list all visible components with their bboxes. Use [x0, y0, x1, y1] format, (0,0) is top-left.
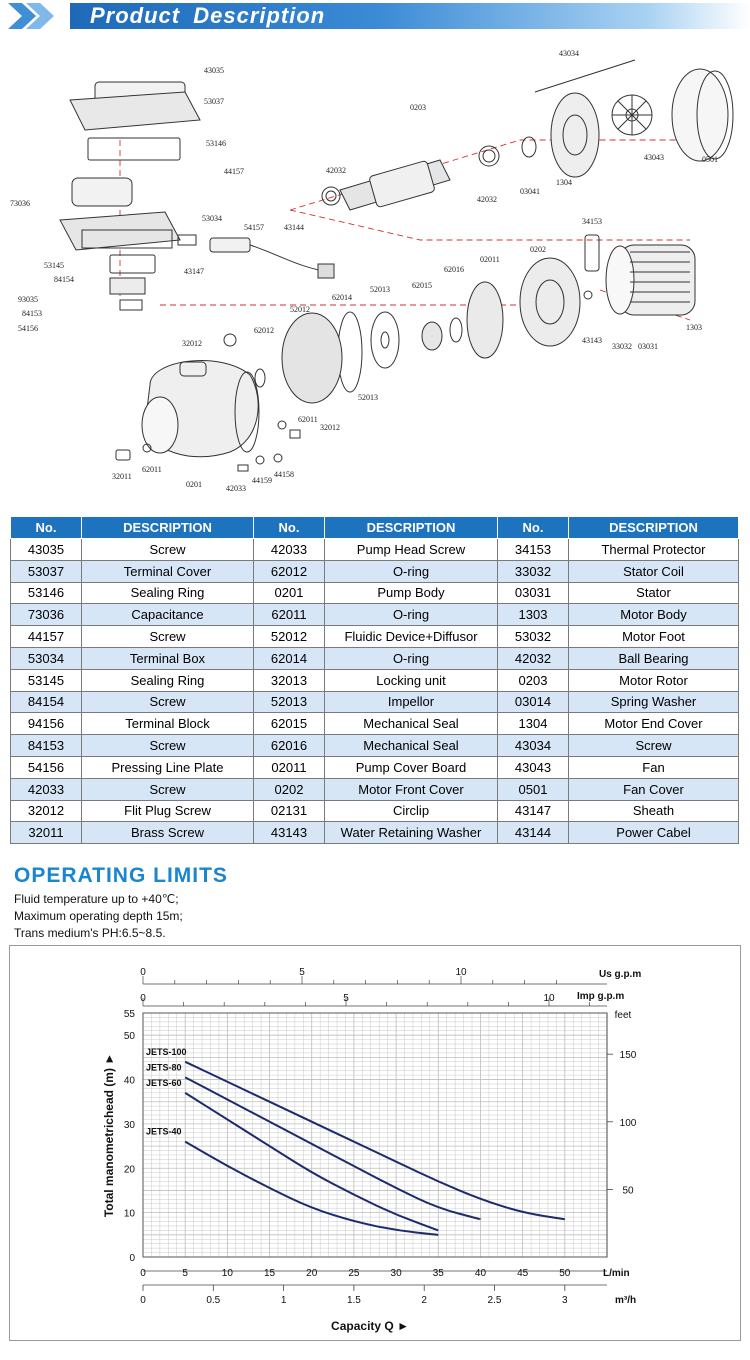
rotor-group — [322, 137, 536, 210]
label-0201: 0201 — [186, 480, 202, 489]
part-description-cell: Mechanical Seal — [325, 735, 498, 757]
part-description-cell: Screw — [569, 735, 739, 757]
part-description-cell: Terminal Cover — [82, 560, 254, 582]
feet-unit-label: feet — [614, 1010, 632, 1021]
part-number-cell: 43034 — [498, 735, 569, 757]
part-description-cell: Circlip — [325, 800, 498, 822]
label-44157: 44157 — [224, 167, 244, 176]
part-number-cell: 52013 — [254, 691, 325, 713]
part-number-cell: 1304 — [498, 713, 569, 735]
part-description-cell: Pump Head Screw — [325, 539, 498, 561]
y-tick-label: 40 — [123, 1075, 135, 1087]
label-43144: 43144 — [284, 223, 304, 232]
terminal-box-group — [60, 82, 200, 310]
x-tick-label: 50 — [559, 1268, 571, 1279]
label-52013: 52013 — [370, 285, 390, 294]
label-32011: 32011 — [112, 472, 132, 481]
part-description-cell: Locking unit — [325, 669, 498, 691]
table-row — [11, 735, 739, 757]
us-gpm-tick-label: 5 — [299, 967, 305, 978]
part-description-cell: Motor Body — [569, 604, 739, 626]
feet-tick-label: 50 — [622, 1185, 634, 1197]
imp-gpm-tick-label: 5 — [343, 993, 349, 1004]
label-0202: 0202 — [530, 245, 546, 254]
m3h-tick-label: 2.5 — [487, 1295, 502, 1306]
feet-tick-label: 150 — [619, 1050, 637, 1062]
part-number-cell: 32013 — [254, 669, 325, 691]
label-43147: 43147 — [184, 267, 204, 276]
x-tick-label: 35 — [432, 1268, 444, 1279]
label-62012: 62012 — [254, 326, 274, 335]
part-description-cell: Screw — [82, 778, 254, 800]
label-93035: 93035 — [18, 295, 38, 304]
part-number-cell: 43043 — [498, 756, 569, 778]
m3h-tick-label: 1 — [280, 1295, 287, 1306]
label-1303: 1303 — [686, 323, 702, 332]
part-description-cell: O-ring — [325, 560, 498, 582]
part-description-cell: Pressing Line Plate — [82, 756, 254, 778]
part-description-cell: O-ring — [325, 647, 498, 669]
us-gpm-tick-label: 10 — [455, 967, 467, 978]
label-73036: 73036 — [10, 199, 30, 208]
part-number-cell: 0201 — [254, 582, 325, 604]
label-43035: 43035 — [204, 66, 224, 75]
part-number-cell: 0202 — [254, 778, 325, 800]
part-number-cell: 43035 — [11, 539, 82, 561]
label-44159: 44159 — [252, 476, 272, 485]
series-label: JETS-40 — [146, 1126, 182, 1137]
table-row — [11, 669, 739, 691]
part-description-cell: Pump Cover Board — [325, 756, 498, 778]
m3h-unit-label: m³/h — [615, 1295, 637, 1306]
label-84153: 84153 — [22, 309, 42, 318]
part-number-cell: 42032 — [498, 647, 569, 669]
x-tick-label: 15 — [263, 1268, 276, 1279]
part-number-cell: 33032 — [498, 560, 569, 582]
table-row — [11, 582, 739, 604]
part-description-cell: Pump Body — [325, 582, 498, 604]
page-title: Product Description — [90, 3, 326, 28]
part-number-cell: 42033 — [11, 778, 82, 800]
label-52012: 52012 — [290, 305, 310, 314]
performance-chart — [10, 946, 740, 1340]
series-label: JETS-80 — [146, 1062, 182, 1073]
label-53037: 53037 — [204, 97, 224, 106]
label-0203: 0203 — [410, 103, 426, 112]
part-number-cell: 54156 — [11, 756, 82, 778]
part-number-cell: 73036 — [11, 604, 82, 626]
label-03041: 03041 — [520, 187, 540, 196]
diagram-drawing — [0, 40, 750, 510]
part-number-cell: 53032 — [498, 626, 569, 648]
label-52013-b: 52013 — [358, 393, 378, 402]
performance-chart-frame — [9, 945, 741, 1341]
label-43143: 43143 — [582, 336, 602, 345]
part-description-cell: Screw — [82, 691, 254, 713]
label-62016: 62016 — [444, 265, 464, 274]
part-description-cell: Spring Washer — [569, 691, 739, 713]
m3h-tick-label: 0 — [140, 1295, 146, 1306]
y-tick-label: 10 — [123, 1208, 135, 1220]
part-number-cell: 02011 — [254, 756, 325, 778]
column-header: No. — [498, 517, 569, 539]
chart-grid — [143, 1013, 607, 1257]
table-row — [11, 822, 739, 844]
seal-impeller-group — [224, 282, 503, 403]
label-42032-b: 42032 — [477, 195, 497, 204]
label-44158: 44158 — [274, 470, 294, 479]
part-description-cell: Terminal Box — [82, 647, 254, 669]
part-number-cell: 43144 — [498, 822, 569, 844]
part-number-cell: 42033 — [254, 539, 325, 561]
label-02011: 02011 — [480, 255, 500, 264]
label-62011: 62011 — [298, 415, 318, 424]
part-number-cell: 32011 — [11, 822, 82, 844]
series-line-jets-80 — [185, 1077, 480, 1219]
table-row — [11, 560, 739, 582]
m3h-tick-label: 2 — [421, 1295, 427, 1306]
part-description-cell: Fan — [569, 756, 739, 778]
part-number-cell: 43143 — [254, 822, 325, 844]
part-number-cell: 94156 — [11, 713, 82, 735]
part-description-cell: Thermal Protector — [569, 539, 739, 561]
x-tick-label: 30 — [390, 1268, 402, 1279]
part-description-cell: Stator — [569, 582, 739, 604]
part-description-cell: Ball Bearing — [569, 647, 739, 669]
x-tick-label: 40 — [474, 1268, 487, 1279]
parts-table-body — [11, 539, 739, 844]
part-number-cell: 0501 — [498, 778, 569, 800]
column-header: No. — [11, 517, 82, 539]
part-number-cell: 62015 — [254, 713, 325, 735]
part-description-cell: Screw — [82, 626, 254, 648]
table-row — [11, 539, 739, 561]
part-description-cell: Stator Coil — [569, 560, 739, 582]
part-number-cell: 03031 — [498, 582, 569, 604]
series-line-jets-100 — [185, 1062, 565, 1219]
us-gpm-tick-label: 0 — [140, 967, 146, 978]
label-32012-b: 32012 — [320, 423, 340, 432]
series-label: JETS-60 — [146, 1077, 182, 1088]
y-tick-label: 0 — [129, 1253, 135, 1264]
part-description-cell: Mechanical Seal — [325, 713, 498, 735]
label-54156: 54156 — [18, 324, 38, 333]
y-tick-label: 30 — [123, 1119, 135, 1131]
part-number-cell: 62016 — [254, 735, 325, 757]
x-unit-label: L/min — [603, 1268, 630, 1279]
part-number-cell: 52012 — [254, 626, 325, 648]
label-34153: 34153 — [582, 217, 602, 226]
label-03031: 03031 — [638, 342, 658, 351]
x-tick-label: 10 — [221, 1268, 233, 1279]
double-chevron-icon — [8, 1, 68, 31]
y-tick-label: 55 — [123, 1009, 135, 1020]
column-header: DESCRIPTION — [325, 517, 498, 539]
motor-body-group — [520, 235, 695, 346]
table-row — [11, 647, 739, 669]
m3h-tick-label: 1.5 — [346, 1295, 361, 1306]
part-number-cell: 53034 — [11, 647, 82, 669]
part-description-cell: Brass Screw — [82, 822, 254, 844]
label-42032: 42032 — [326, 166, 346, 175]
part-description-cell: Sealing Ring — [82, 669, 254, 691]
part-number-cell: 62011 — [254, 604, 325, 626]
label-53034: 53034 — [202, 214, 222, 223]
label-43043: 43043 — [644, 153, 664, 162]
parts-table — [10, 516, 739, 844]
part-number-cell: 02131 — [254, 800, 325, 822]
part-description-cell: Power Cabel — [569, 822, 739, 844]
label-54157: 54157 — [244, 223, 264, 232]
part-description-cell: Sheath — [569, 800, 739, 822]
table-row — [11, 778, 739, 800]
label-84154: 84154 — [54, 275, 74, 284]
m3h-tick-label: 0.5 — [206, 1295, 221, 1306]
column-header: DESCRIPTION — [569, 517, 739, 539]
part-number-cell: 84154 — [11, 691, 82, 713]
pump-body-group — [116, 361, 300, 471]
column-header: DESCRIPTION — [82, 517, 254, 539]
label-33032: 33032 — [612, 342, 632, 351]
part-number-cell: 32012 — [11, 800, 82, 822]
feet-tick-label: 100 — [619, 1117, 637, 1129]
label-62011-b: 62011 — [142, 465, 162, 474]
x-tick-label: 45 — [517, 1268, 529, 1279]
part-number-cell: 43147 — [498, 800, 569, 822]
part-number-cell: 62012 — [254, 560, 325, 582]
x-axis-title: Capacity Q ► — [331, 1319, 409, 1333]
part-description-cell: Terminal Block — [82, 713, 254, 735]
table-header-row — [11, 517, 739, 539]
y-axis-title: Total manometrichead (m) ► — [102, 1052, 116, 1218]
table-row — [11, 691, 739, 713]
operating-limits-title: OPERATING LIMITS — [14, 864, 228, 887]
part-number-cell: 34153 — [498, 539, 569, 561]
part-description-cell: Motor Foot — [569, 626, 739, 648]
y-tick-label: 50 — [123, 1031, 135, 1043]
part-description-cell: Screw — [82, 539, 254, 561]
section-banner — [0, 0, 750, 32]
part-description-cell: Fluidic Device+Diffusor — [325, 626, 498, 648]
part-description-cell: Sealing Ring — [82, 582, 254, 604]
label-1304: 1304 — [556, 178, 572, 187]
part-number-cell: 1303 — [498, 604, 569, 626]
part-number-cell: 44157 — [11, 626, 82, 648]
part-description-cell: Screw — [82, 735, 254, 757]
table-row — [11, 800, 739, 822]
part-description-cell: Impellor — [325, 691, 498, 713]
part-description-cell: O-ring — [325, 604, 498, 626]
label-62015: 62015 — [412, 281, 432, 290]
part-number-cell: 0203 — [498, 669, 569, 691]
imp-gpm-tick-label: 0 — [140, 993, 146, 1004]
label-32012: 32012 — [182, 339, 202, 348]
part-number-cell: 03014 — [498, 691, 569, 713]
plot-border — [143, 1013, 607, 1257]
part-description-cell: Motor Rotor — [569, 669, 739, 691]
part-description-cell: Flit Plug Screw — [82, 800, 254, 822]
x-tick-label: 25 — [348, 1268, 360, 1279]
label-62014: 62014 — [332, 293, 352, 302]
part-number-cell: 53146 — [11, 582, 82, 604]
limit-depth: Maximum operating depth 15m; — [14, 909, 183, 923]
part-number-cell: 84153 — [11, 735, 82, 757]
table-row — [11, 626, 739, 648]
part-description-cell: Capacitance — [82, 604, 254, 626]
table-row — [11, 713, 739, 735]
imp-gpm-tick-label: 10 — [543, 993, 555, 1004]
column-header: No. — [254, 517, 325, 539]
part-description-cell: Water Retaining Washer — [325, 822, 498, 844]
y-tick-label: 20 — [123, 1164, 135, 1176]
part-description-cell: Motor End Cover — [569, 713, 739, 735]
part-number-cell: 53145 — [11, 669, 82, 691]
x-tick-label: 20 — [306, 1268, 318, 1279]
us-gpm-unit-label: Us g.p.m — [599, 969, 642, 980]
part-number-cell: 62014 — [254, 647, 325, 669]
exploded-pump-diagram — [0, 40, 750, 510]
x-tick-label: 0 — [140, 1268, 146, 1279]
part-description-cell: Fan Cover — [569, 778, 739, 800]
part-number-cell: 53037 — [11, 560, 82, 582]
m3h-tick-label: 3 — [562, 1295, 568, 1306]
label-0501: 0501 — [702, 155, 718, 164]
table-row — [11, 604, 739, 626]
part-description-cell: Motor Front Cover — [325, 778, 498, 800]
imp-gpm-unit-label: Imp g.p.m — [577, 991, 625, 1002]
label-42033: 42033 — [226, 484, 246, 493]
table-row — [11, 756, 739, 778]
label-53145: 53145 — [44, 261, 64, 270]
x-tick-label: 5 — [182, 1268, 188, 1279]
series-label: JETS-100 — [146, 1046, 187, 1057]
label-53146: 53146 — [206, 139, 226, 148]
limit-temperature: Fluid temperature up to +40℃; — [14, 892, 179, 906]
label-43034: 43034 — [559, 49, 579, 58]
limit-ph: Trans medium's PH:6.5~8.5. — [14, 926, 166, 940]
